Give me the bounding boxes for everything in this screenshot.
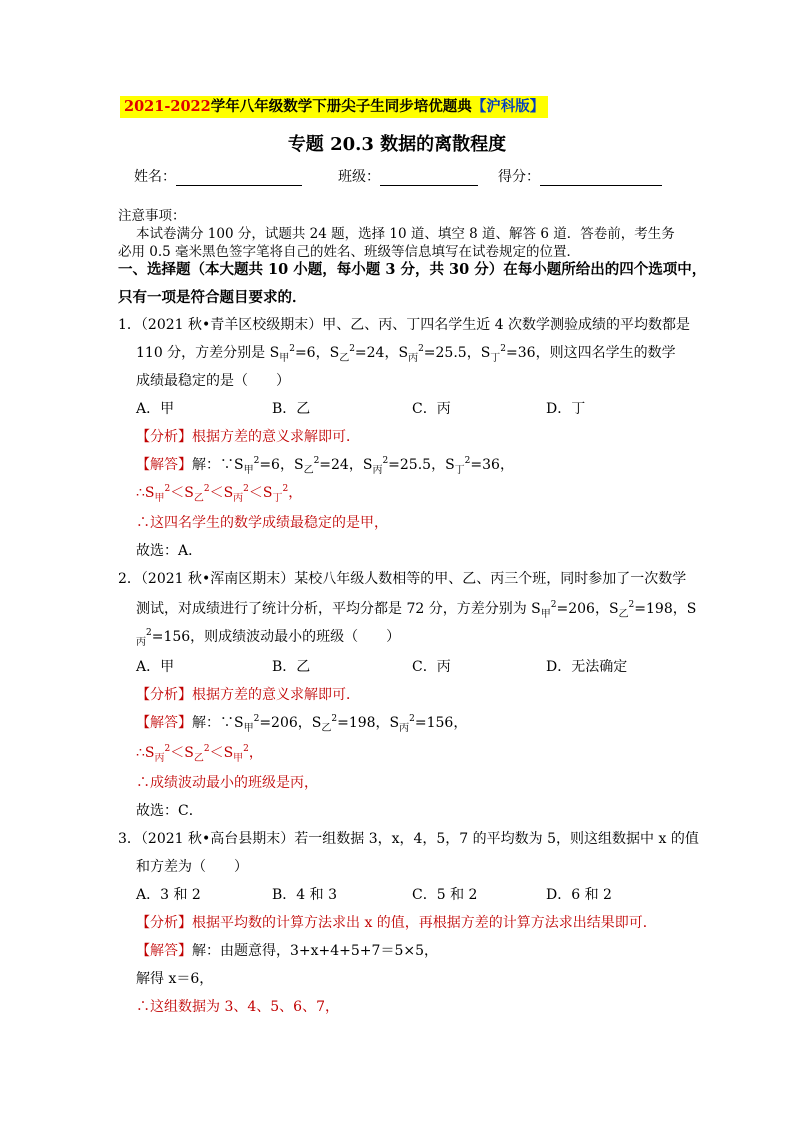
page-title: 专题 20.3 数据的离散程度 <box>287 134 507 155</box>
banner-year: 2021-2022 <box>124 98 211 115</box>
q2-option-b[interactable]: B．乙 <box>272 659 311 675</box>
q1-solution-line-3: ∴这四名学生的数学成绩最稳定的是甲， <box>136 515 388 531</box>
q3-option-a[interactable]: A．3 和 2 <box>136 887 201 903</box>
q1-option-c[interactable]: C．丙 <box>412 401 451 417</box>
q3-solution-line-1: 【解答】解：由题意得，3+x+4+5+7＝5×5， <box>136 943 438 959</box>
q1-option-a[interactable]: A．甲 <box>136 401 175 417</box>
q1-solution-line-1: 【解答】解：$\because S_甲^2=6$，$S_乙^2=24$，$S_丙^2=25.5$，$S_丁^2=36$， <box>136 456 514 476</box>
q1-option-b[interactable]: B．乙 <box>272 401 311 417</box>
series-banner <box>120 96 548 118</box>
notice-line-2: 必用 0.5 毫米黑色签字笔将自己的姓名、班级等信息填写在试卷规定的位置． <box>118 244 581 260</box>
name-label: 姓名： <box>134 169 176 185</box>
q2-stem-line-2: 测试，对成绩进行了统计分析，平均分都是 72 分，方差分别为 $S_甲^2=206$，$S_乙^2=198$，S <box>136 600 697 620</box>
q3-option-d[interactable]: D．6 和 2 <box>546 887 612 903</box>
q2-solution-line-2: $\therefore S_丙^2<S_乙^2<S_甲^2$， <box>136 744 263 764</box>
name-blank[interactable] <box>176 171 302 186</box>
score-field[interactable] <box>498 166 662 186</box>
q1-stem-line-2: 110 分，方差分别是 $S_甲^2=6$，$S_乙^2=24$，$S_丙^2=25.5$，$S_丁^2=36$，则这四名学生的数学 <box>136 344 676 364</box>
q1-stem-line-3: 成绩最稳定的是（ ） <box>136 373 290 389</box>
q2-option-a[interactable]: A．甲 <box>136 659 175 675</box>
q3-solution-line-2: 解得 x＝6， <box>136 971 214 987</box>
section-heading-line-2: 只有一项是符合题目要求的． <box>118 289 307 306</box>
q3-solution-line-3: ∴这组数据为 3、4、5、6、7， <box>136 999 339 1015</box>
q2-option-c[interactable]: C．丙 <box>412 659 451 675</box>
q3-option-c[interactable]: C．5 和 2 <box>412 887 478 903</box>
q2-solution-line-3: ∴成绩波动最小的班级是丙， <box>136 775 318 791</box>
q3-option-b[interactable]: B．4 和 3 <box>272 887 338 903</box>
q3-analysis: 【分析】根据平均数的计算方法求出 x 的值，再根据方差的计算方法求出结果即可． <box>136 915 657 931</box>
q1-stem-line-1: 1．（2021 秋•青羊区校级期末）甲、乙、丙、丁四名学生近 4 次数学测验成绩的平均数都是 <box>118 317 691 333</box>
banner-edition: 【沪科版】 <box>471 98 545 115</box>
q2-option-d[interactable]: D．无法确定 <box>546 659 628 675</box>
q1-answer: 故选：A． <box>136 543 203 559</box>
q3-stem-line-2: 和方差为（ ） <box>136 859 248 875</box>
class-blank[interactable] <box>380 171 478 186</box>
q2-analysis: 【分析】根据方差的意义求解即可． <box>136 687 360 703</box>
q3-stem-line-1: 3．（2021 秋•高台县期末）若一组数据 3，x，4，5，7 的平均数为 5，则这组数据中 x 的值 <box>118 831 699 847</box>
notice-line-1: 本试卷满分 100 分，试题共 24 题，选择 10 道、填空 8 道、解答 6 道．答卷前，考生务 <box>136 226 675 242</box>
q2-solution-line-1: 【解答】解：$\because S_甲^2=206$，$S_乙^2=198$，$S_丙^2=156$， <box>136 714 468 734</box>
class-field[interactable] <box>338 166 478 186</box>
q2-stem-line-1: 2．（2021 秋•浑南区期末）某校八年级人数相等的甲、乙、丙三个班，同时参加了一次数学 <box>118 571 687 587</box>
score-label: 得分： <box>498 169 540 185</box>
section-heading-line-1: 一、选择题（本大题共 10 小题，每小题 3 分，共 30 分）在每小题所给出的四个选项中， <box>118 261 707 278</box>
name-field[interactable] <box>134 166 302 186</box>
q1-option-d[interactable]: D．丁 <box>546 401 586 417</box>
q1-solution-line-2: $\therefore S_甲^2<S_乙^2<S_丙^2<S_丁^2$， <box>136 484 303 504</box>
notice-heading: 注意事项： <box>118 208 186 224</box>
q1-analysis: 【分析】根据方差的意义求解即可． <box>136 429 360 445</box>
score-blank[interactable] <box>540 171 662 186</box>
class-label: 班级： <box>338 169 380 185</box>
q2-answer: 故选：C． <box>136 803 203 819</box>
q2-stem-line-3: $_丙^2$=156，则成绩波动最小的班级（ ） <box>136 628 401 648</box>
banner-text: 学年八年级数学下册尖子生同步培优题典 <box>210 98 472 115</box>
